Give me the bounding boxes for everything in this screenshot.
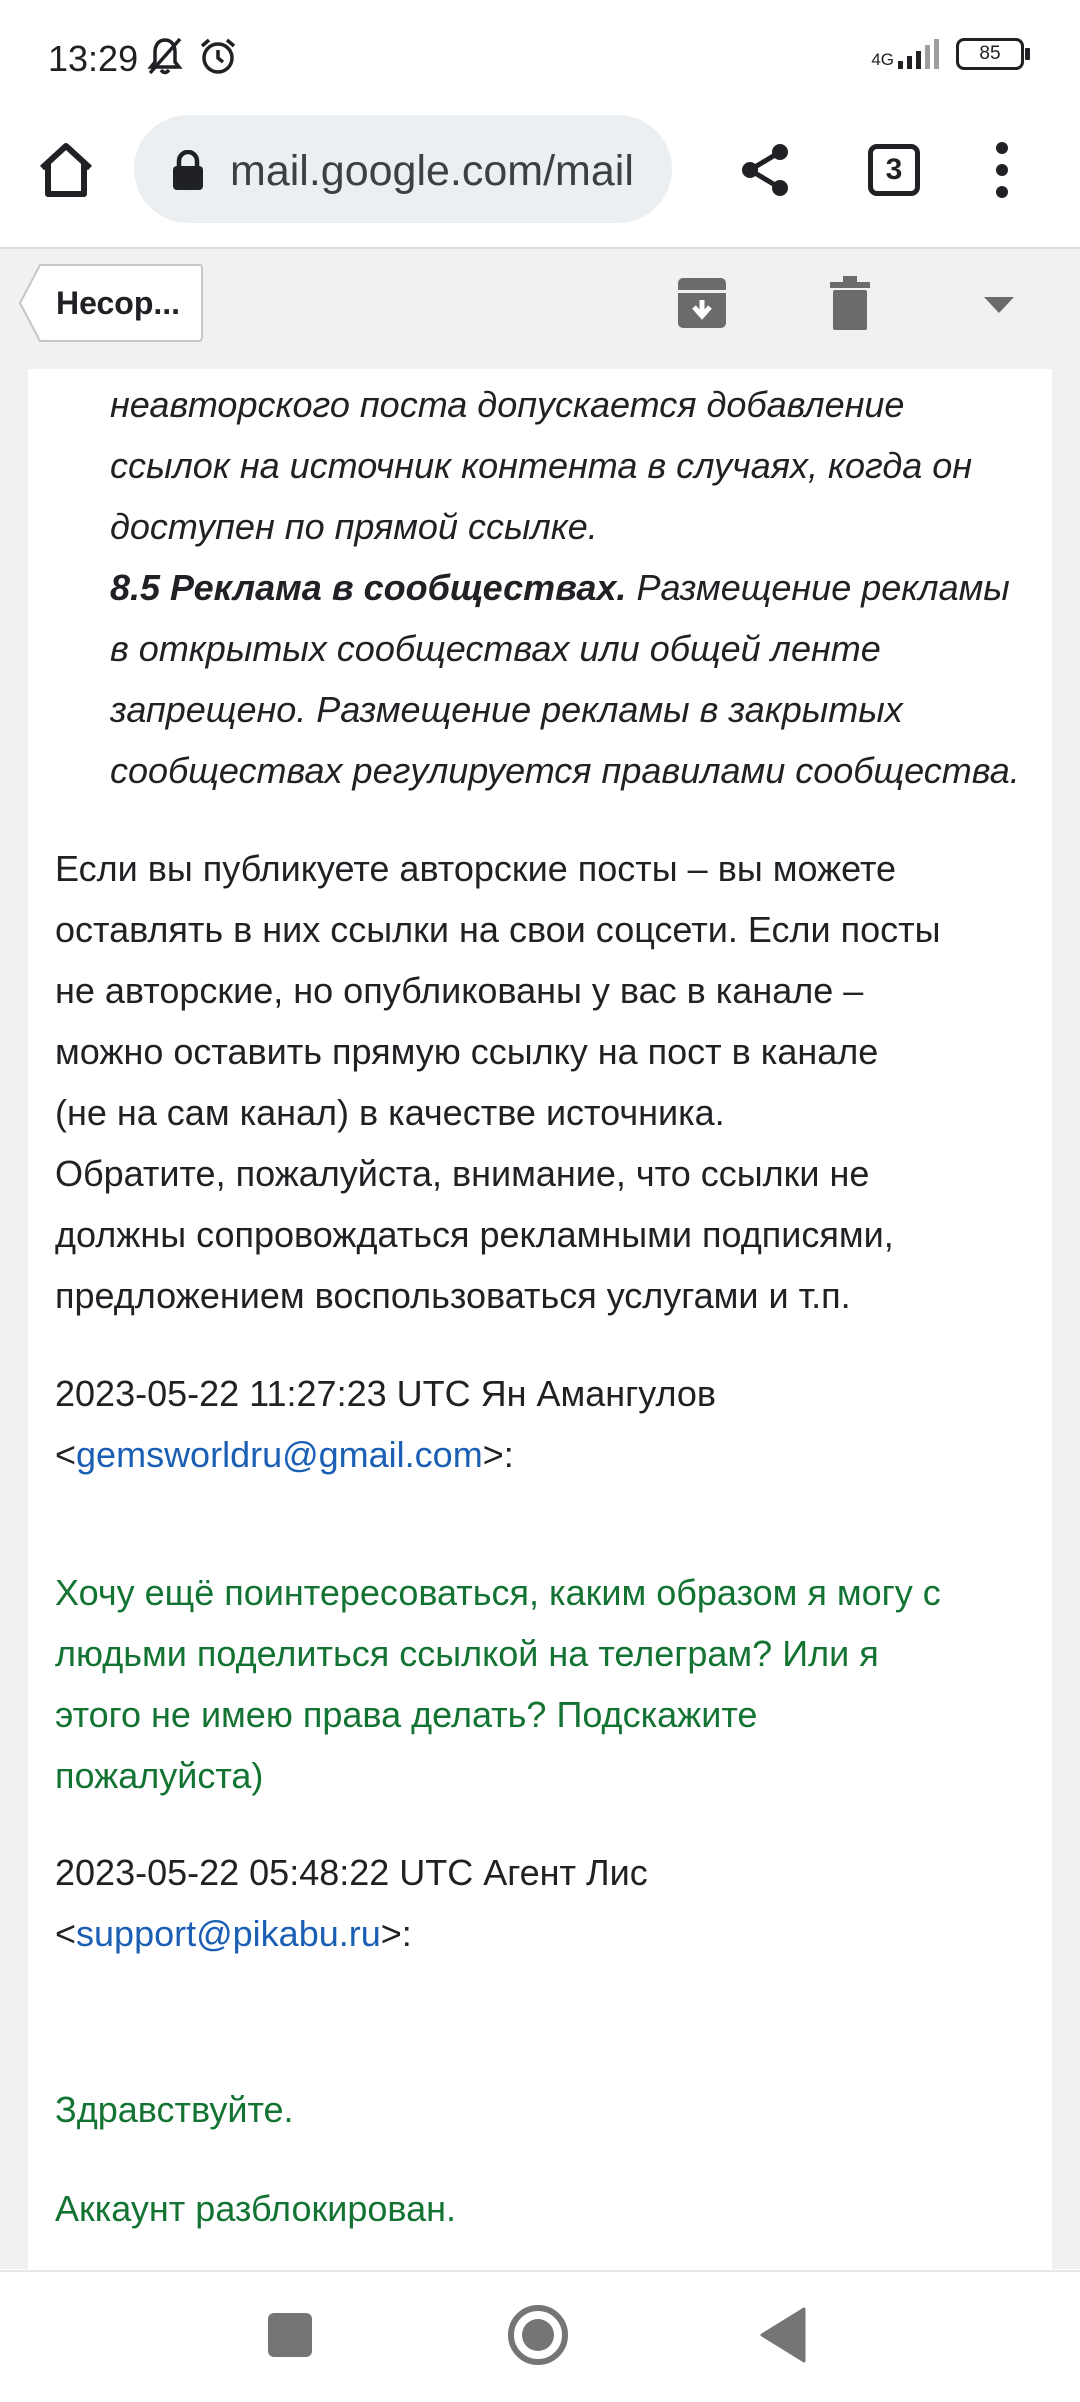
reply-line: можно оставить прямую ссылку на пост в канале [55,1031,879,1072]
more-vert-icon[interactable] [990,140,1014,200]
home-circle-icon[interactable] [506,2303,570,2367]
url-text[interactable]: mail.google.com/mail [230,147,634,195]
back-button-label[interactable]: Несор... [56,285,181,321]
quote-line: в открытых сообществах или общей ленте [110,628,881,669]
share-icon[interactable] [736,140,796,200]
reply-line: (не на сам канал) в качестве источника. [55,1092,725,1133]
reply-line: предложением воспользоваться услугами и т.п. [55,1275,851,1316]
network-indicator [871,39,942,69]
rule-text: Размещение рекламы [626,567,1010,608]
user-message-line: этого не имею права делать? Подскажите [55,1694,758,1735]
bracket-close: >: [380,1913,412,1954]
home-icon[interactable] [34,138,98,202]
trash-icon[interactable] [830,276,870,330]
reply-line: не авторские, но опубликованы у вас в канале – [55,970,864,1011]
dropdown-icon[interactable] [982,295,1016,315]
quote-line: ссылок на источник контента в случаях, когда он [110,445,973,486]
recents-icon[interactable] [268,2313,312,2357]
alarm-icon [198,36,238,76]
user-message-line: людьми поделиться ссылкой на телеграм? Или я [55,1633,879,1674]
quote-header: 2023-05-22 05:48:22 UTC Агент Лис [55,1852,648,1893]
unblocked-text: Аккаунт разблокирован. [55,2188,456,2229]
back-triangle-icon[interactable] [760,2307,806,2363]
email-link[interactable]: gemsworldru@gmail.com [76,1434,483,1475]
quote-header-email-line [55,1424,1045,1485]
tab-switcher-button[interactable]: 3 [868,144,920,196]
signal-icon [898,39,942,69]
bracket-close: >: [482,1434,514,1475]
quote-header-email-line [55,1903,1045,1964]
battery-icon: 85 [956,38,1024,70]
lock-icon[interactable] [170,150,206,190]
quote-line: неавторского поста допускается добавление [110,384,905,425]
reply-line: Обратите, пожалуйста, внимание, что ссылки не [55,1153,870,1194]
reply-line: Если вы публикуете авторские посты – вы можете [55,848,897,889]
quote-line: запрещено. Размещение рекламы в закрытых [110,689,903,730]
user-message-line: пожалуйста) [55,1755,264,1796]
quote-line: доступен по прямой ссылке. [110,506,598,547]
bell-off-icon [146,36,184,76]
status-bar [0,0,1080,118]
status-right [871,38,1024,70]
bracket-open: < [55,1434,77,1475]
archive-icon[interactable] [676,276,728,330]
email-link[interactable]: support@pikabu.ru [76,1913,381,1954]
bracket-open: < [55,1913,77,1954]
quote-rule-line [110,557,1060,618]
rule-title: 8.5 Реклама в сообществах. [110,567,627,608]
status-time: 13:29 [48,38,139,79]
greeting-text: Здравствуйте. [55,2089,294,2130]
user-message-line: Хочу ещё поинтересоваться, каким образом я могу с [55,1572,941,1613]
quote-header: 2023-05-22 11:27:23 UTC Ян Амангулов [55,1373,717,1414]
quote-line: сообществах регулируется правилами сообщества. [110,750,1020,791]
reply-line: оставлять в них ссылки на свои соцсети. Если посты [55,909,941,950]
reply-line: должны сопровождаться рекламными подписями, [55,1214,894,1255]
network-label: 4G [871,50,894,69]
status-icons [146,36,238,76]
